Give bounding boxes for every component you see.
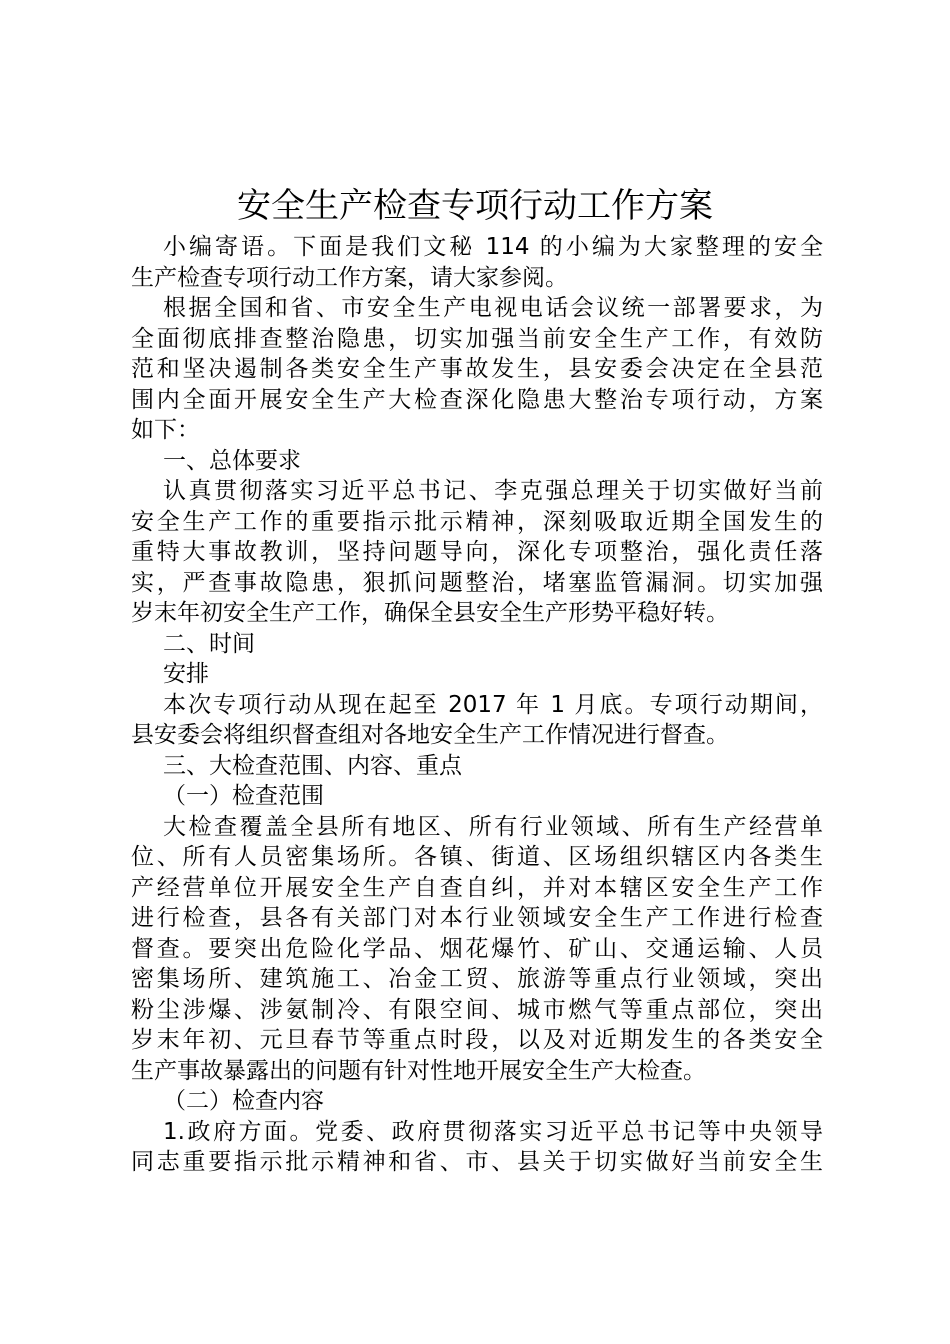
text-line: 安排 [163, 661, 209, 687]
text-line: 三、大检查范围、内容、重点 [163, 752, 462, 779]
text-line: 如下： [131, 417, 200, 443]
text-line: 粉尘涉爆、涉氨制冷、有限空间、城市燃气等重点部位，突出 [131, 996, 823, 1023]
text-line: 大检查覆盖全县所有地区、所有行业领域、所有生产经营单 [163, 813, 823, 840]
text-line: 生产事故暴露出的问题有针对性地开展安全生产大检查。 [131, 1057, 706, 1084]
text-line: 二、时间 [163, 630, 255, 657]
text-line: （一）检查范围 [163, 783, 324, 809]
text-line: 产经营单位开展安全生产自查自纠，并对本辖区安全生产工作 [131, 874, 823, 901]
text-line: 本次专项行动从现在起至 2017 年 1 月底。专项行动期间， [163, 691, 823, 718]
text-line: 一、总体要求 [163, 447, 301, 474]
text-line: 督查。要突出危险化学品、烟花爆竹、矿山、交通运输、人员 [131, 935, 823, 962]
text-line: （二）检查内容 [163, 1088, 324, 1114]
text-line: 安全生产工作的重要指示批示精神，深刻吸取近期全国发生的 [131, 508, 823, 535]
text-line: 实，严查事故隐患，狠抓问题整治，堵塞监管漏洞。切实加强 [131, 569, 823, 596]
text-line: 全面彻底排查整治隐患，切实加强当前安全生产工作，有效防 [131, 325, 823, 352]
document-body [131, 232, 823, 1178]
text-line: 位、所有人员密集场所。各镇、街道、区场组织辖区内各类生 [131, 844, 823, 870]
text-line: 范和坚决遏制各类安全生产事故发生，县安委会决定在全县范 [131, 356, 823, 382]
text-line: 根据全国和省、市安全生产电视电话会议统一部署要求，为 [163, 295, 823, 321]
text-line: 进行检查，县各有关部门对本行业领域安全生产工作进行检查 [131, 905, 823, 931]
text-line: 密集场所、建筑施工、冶金工贸、旅游等重点行业领域，突出 [131, 966, 823, 992]
text-line: 县安委会将组织督查组对各地安全生产工作情况进行督查。 [131, 722, 729, 748]
text-line: 重特大事故教训，坚持问题导向，深化专项整治，强化责任落 [131, 539, 823, 565]
text-line: 岁末年初、元旦春节等重点时段，以及对近期发生的各类安全 [131, 1027, 823, 1053]
text-line: 生产检查专项行动工作方案，请大家参阅。 [131, 264, 568, 291]
text-line: 小编寄语。下面是我们文秘 114 的小编为大家整理的安全 [163, 234, 823, 260]
text-line: 同志重要指示批示精神和省、市、县关于切实做好当前安全生 [131, 1149, 823, 1175]
text-line: 岁末年初安全生产工作，确保全县安全生产形势平稳好转。 [131, 600, 729, 626]
text-line: 1.政府方面。党委、政府贯彻落实习近平总书记等中央领导 [163, 1118, 823, 1145]
document-title: 安全生产检查专项行动工作方案 [237, 186, 713, 226]
text-line: 围内全面开展安全生产大检查深化隐患大整治专项行动，方案 [131, 386, 823, 413]
text-line: 认真贯彻落实习近平总书记、李克强总理关于切实做好当前 [163, 478, 823, 504]
